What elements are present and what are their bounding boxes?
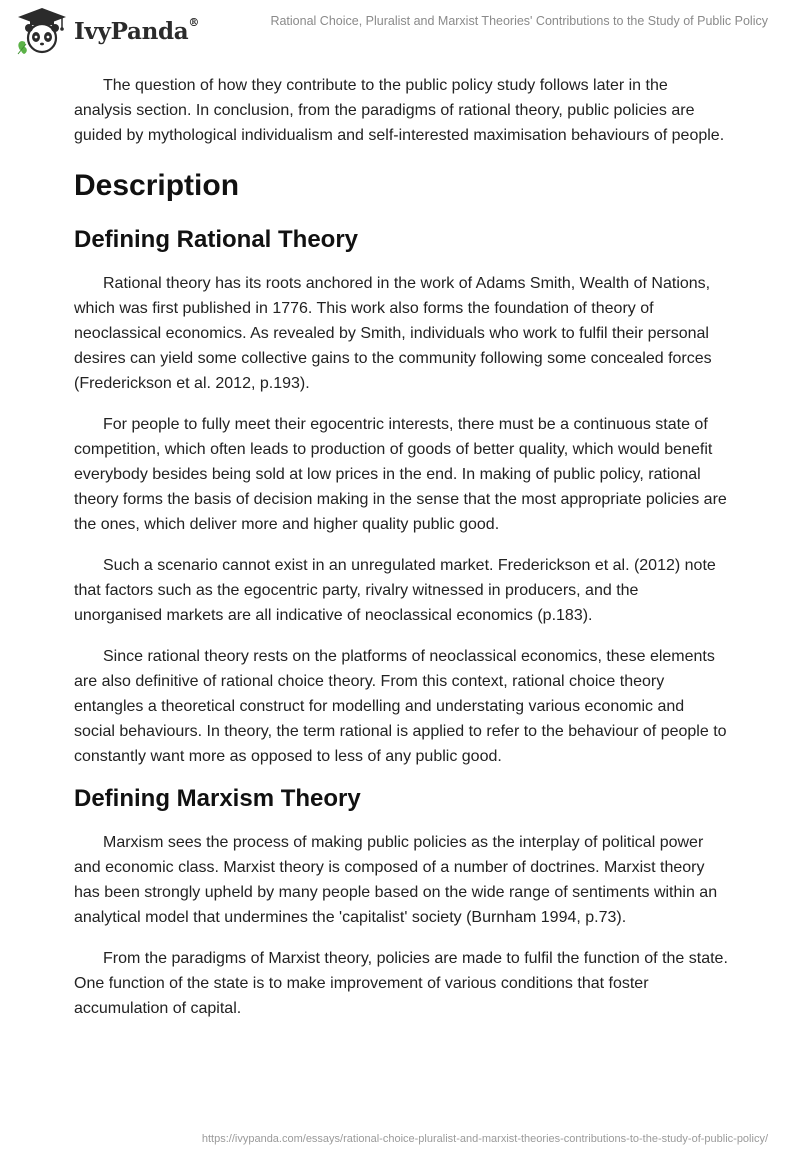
paragraph: Marxism sees the process of making public policies as the interplay of political power and economic class. Marxist theory is composed of a number of doctrines. Marxist theory has been strongly upheld by many people based on the wide range of sentiments within an analytical model that undermines the 'capitalist' society (Burnham 1994, p.73).	[74, 834, 718, 926]
paragraph: For people to fully meet their egocentric interests, there must be a continuous state of competition, which often leads to production of goods of better quality, which would benefit everybody besides being sold at low prices in the end. In making of public policy, rational theory forms the basis of decision making in the sense that the most appropriate policies are the ones, which deliver more and higher quality public good.	[74, 416, 727, 533]
paragraph: Since rational theory rests on the platforms of neoclassical economics, these elements are also definitive of rational choice theory. From this context, rational choice theory entangles a theoretical construct for modelling and understating various economic and social behaviours. In theory, the term rational is applied to refer to the behaviour of people to constantly want more as opposed to less of any public good.	[74, 648, 727, 765]
paragraph: Rational theory has its roots anchored in the work of Adams Smith, Wealth of Nations, which was first published in 1776. This work also forms the foundation of theory of neoclassical economics. As revealed by Smith, individuals who work to fulfil their personal desires can yield some collective gains to the community following some concealed forces (Frederickson et al. 2012, p.193).	[74, 275, 712, 392]
ivypanda-logo[interactable]	[14, 6, 199, 56]
essay-content	[74, 73, 728, 1037]
logo-text: IvyPanda®	[74, 15, 200, 45]
page-header	[0, 0, 800, 60]
paragraph: Such a scenario cannot exist in an unregulated market. Frederickson et al. (2012) note that factors such as the egocentric party, rivalry witnessed in producers, and the unorganised markets are all indicative of neoclassical economics (p.183).	[74, 557, 716, 624]
section-heading: Description	[74, 169, 240, 202]
paragraph: From the paradigms of Marxist theory, policies are made to fulfil the function of the state. One function of the state is to make improvement of various conditions that foster accumulation of capital.	[74, 950, 728, 1017]
subsection-heading-marxism: Defining Marxism Theory	[74, 785, 361, 812]
subsection-heading-rational: Defining Rational Theory	[74, 226, 359, 253]
panda-graduate-icon	[14, 6, 70, 56]
document-title: Rational Choice, Pluralist and Marxist Theories' Contributions to the Study of Public Policy	[270, 14, 768, 28]
intro-paragraph: The question of how they contribute to the public policy study follows later in the analysis section. In conclusion, from the paradigms of rational theory, public policies are guided by mythological individualism and self-interested maximisation behaviours of people.	[74, 77, 725, 144]
footer-url-link[interactable]: https://ivypanda.com/essays/rational-choice-pluralist-and-marxist-theories-contributions-to-the-study-of-public-policy/	[201, 1133, 768, 1145]
